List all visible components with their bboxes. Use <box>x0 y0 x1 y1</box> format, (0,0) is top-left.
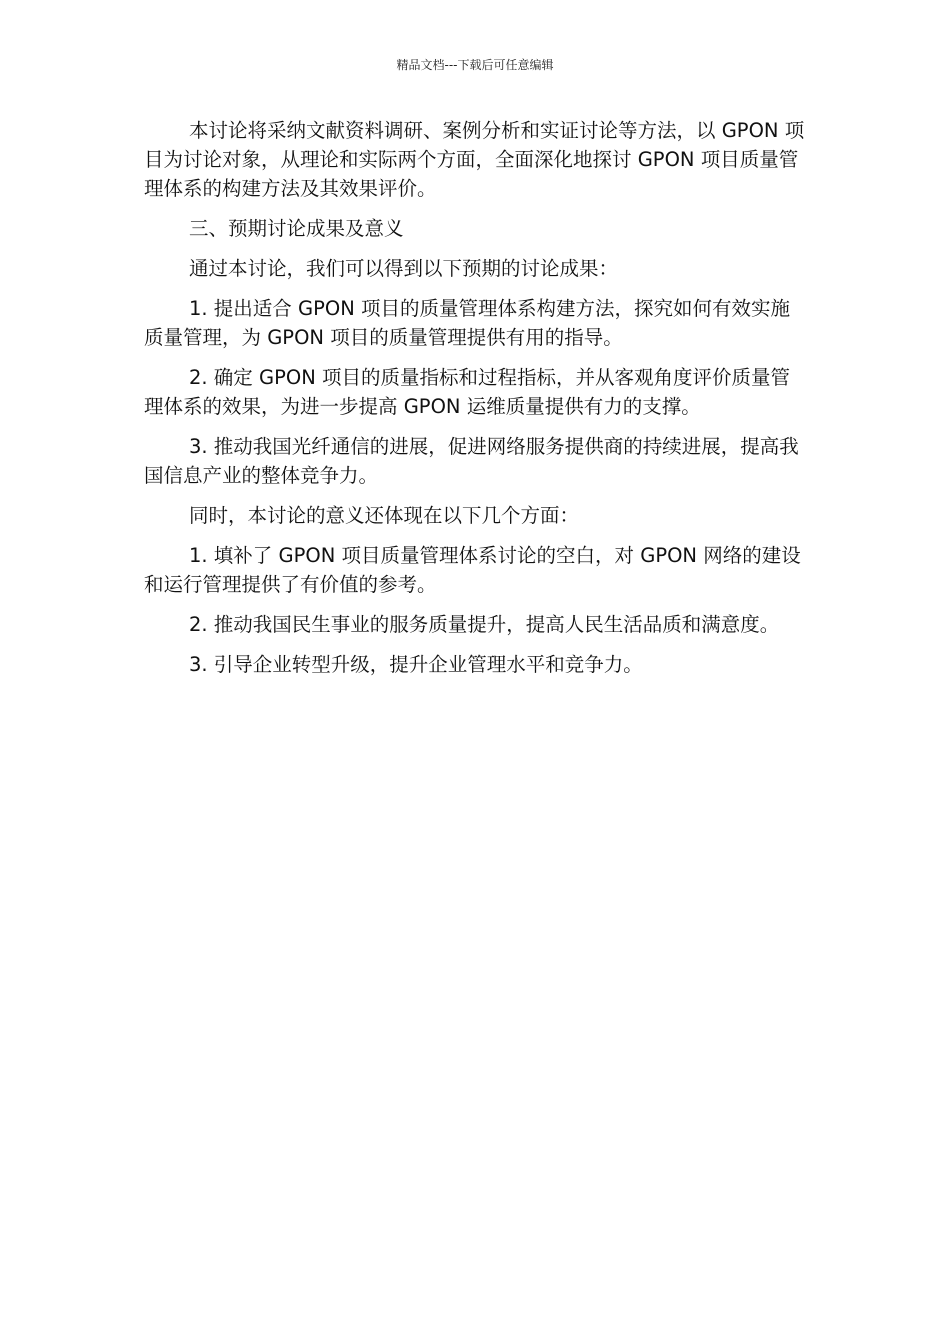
paragraph-results-intro: 通过本讨论，我们可以得到以下预期的讨论成果： <box>189 257 619 280</box>
list-item-result-1: 1. 提出适合 GPON 项目的质量管理体系构建方法，探究如何有效实施质量管理，为 GPON 项目的质量管理提供有用的指导。 <box>144 297 791 349</box>
list-item-significance-2: 2. 推动我国民生事业的服务质量提升，提高人民生活品质和满意度。 <box>189 613 780 636</box>
page-header: 精品文档---下载后可任意编辑 <box>396 58 554 72</box>
list-item-significance-3: 3. 引导企业转型升级，提升企业管理水平和竞争力。 <box>189 653 643 676</box>
section-heading-expected-results: 三、预期讨论成果及意义 <box>189 217 404 240</box>
list-item-significance-1: 1. 填补了 GPON 项目质量管理体系讨论的空白，对 GPON 网络的建设和运行管理提供了有价值的参考。 <box>144 544 801 596</box>
list-item-result-3: 3. 推动我国光纤通信的进展，促进网络服务提供商的持续进展，提高我国信息产业的整体竞争力。 <box>144 435 799 487</box>
document-body <box>144 116 809 690</box>
paragraph-significance-intro: 同时，本讨论的意义还体现在以下几个方面： <box>189 504 580 527</box>
list-item-result-2: 2. 确定 GPON 项目的质量指标和过程指标，并从客观角度评价质量管理体系的效果，为进一步提高 GPON 运维质量提供有力的支撑。 <box>144 366 791 418</box>
paragraph-methodology: 本讨论将采纳文献资料调研、案例分析和实证讨论等方法，以 GPON 项目为讨论对象，从理论和实际两个方面，全面深化地探讨 GPON 项目质量管理体系的构建方法及其效果评价。 <box>144 119 805 200</box>
